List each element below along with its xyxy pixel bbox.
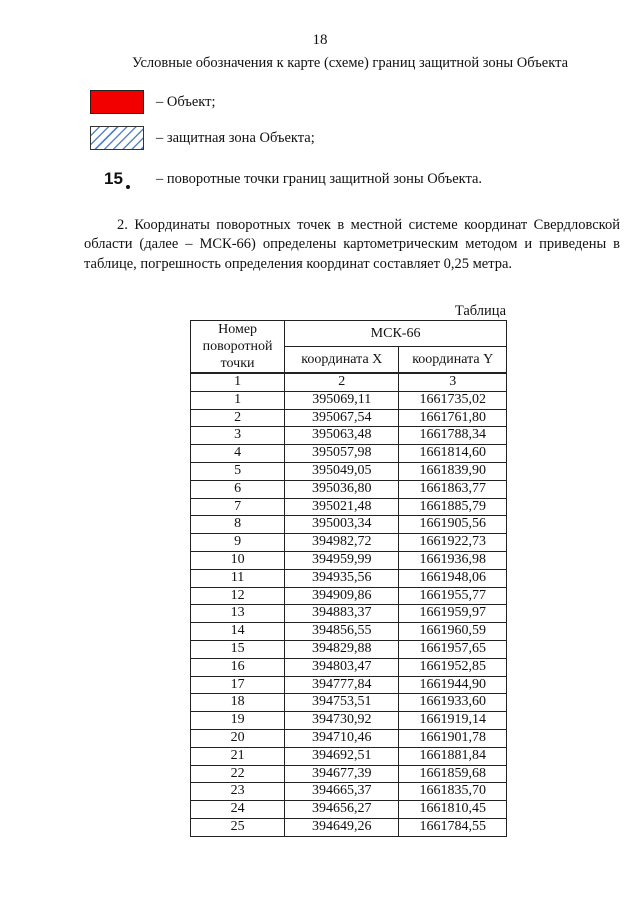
table-row	[191, 783, 507, 801]
x-coordinate-cell: 395003,34	[285, 516, 399, 534]
point-number-cell: 7	[191, 498, 285, 516]
y-coordinate-cell: 1661944,90	[399, 676, 507, 694]
legend-item-points	[90, 166, 482, 192]
y-coordinate-cell: 1661881,84	[399, 747, 507, 765]
turning-point-symbol	[90, 169, 144, 189]
x-coordinate-cell: 395049,05	[285, 462, 399, 480]
header-point-number: Номер поворотной точки	[191, 321, 285, 374]
point-number-cell: 6	[191, 480, 285, 498]
x-coordinate-cell: 394656,27	[285, 801, 399, 819]
table-row	[191, 747, 507, 765]
column-index-row	[191, 373, 507, 391]
point-number-cell: 17	[191, 676, 285, 694]
table-row	[191, 534, 507, 552]
table-row	[191, 676, 507, 694]
y-coordinate-cell: 1661788,34	[399, 427, 507, 445]
x-coordinate-cell: 395067,54	[285, 409, 399, 427]
coordinates-table	[190, 320, 507, 837]
point-number-cell: 1	[191, 391, 285, 409]
point-number-cell: 20	[191, 729, 285, 747]
y-coordinate-cell: 1661919,14	[399, 712, 507, 730]
x-coordinate-cell: 394665,37	[285, 783, 399, 801]
table-row	[191, 605, 507, 623]
x-coordinate-cell: 394677,39	[285, 765, 399, 783]
y-coordinate-cell: 1661810,45	[399, 801, 507, 819]
table-row	[191, 818, 507, 836]
x-coordinate-cell: 394803,47	[285, 658, 399, 676]
table-row	[191, 480, 507, 498]
point-number-cell: 10	[191, 551, 285, 569]
y-coordinate-cell: 1661761,80	[399, 409, 507, 427]
table-row	[191, 623, 507, 641]
y-coordinate-cell: 1661901,78	[399, 729, 507, 747]
page-number: 18	[312, 32, 328, 48]
column-index-cell: 2	[285, 373, 399, 391]
table-header-row	[191, 321, 507, 347]
header-x: координата X	[285, 346, 399, 373]
x-coordinate-cell: 394935,56	[285, 569, 399, 587]
x-coordinate-cell: 395036,80	[285, 480, 399, 498]
y-coordinate-cell: 1661839,90	[399, 462, 507, 480]
table-row	[191, 516, 507, 534]
y-coordinate-cell: 1661814,60	[399, 445, 507, 463]
y-coordinate-cell: 1661835,70	[399, 783, 507, 801]
x-coordinate-cell: 394982,72	[285, 534, 399, 552]
point-number-cell: 18	[191, 694, 285, 712]
turning-point-label: 15	[104, 169, 123, 188]
header-y: координата Y	[399, 346, 507, 373]
y-coordinate-cell: 1661960,59	[399, 623, 507, 641]
point-number-cell: 5	[191, 462, 285, 480]
x-coordinate-cell: 394753,51	[285, 694, 399, 712]
point-number-cell: 15	[191, 640, 285, 658]
point-number-cell: 2	[191, 409, 285, 427]
point-number-cell: 25	[191, 818, 285, 836]
x-coordinate-cell: 394829,88	[285, 640, 399, 658]
x-coordinate-cell: 394883,37	[285, 605, 399, 623]
y-coordinate-cell: 1661922,73	[399, 534, 507, 552]
y-coordinate-cell: 1661933,60	[399, 694, 507, 712]
table-row	[191, 391, 507, 409]
point-number-cell: 8	[191, 516, 285, 534]
table-row	[191, 712, 507, 730]
table-caption: Таблица	[454, 303, 506, 319]
y-coordinate-cell: 1661948,06	[399, 569, 507, 587]
zone-hatch-swatch	[90, 126, 144, 150]
table-row	[191, 640, 507, 658]
point-number-cell: 16	[191, 658, 285, 676]
legend-text-points: – поворотные точки границ защитной зоны Объекта.	[156, 170, 483, 187]
x-coordinate-cell: 394777,84	[285, 676, 399, 694]
table-row	[191, 729, 507, 747]
y-coordinate-cell: 1661784,55	[399, 818, 507, 836]
y-coordinate-cell: 1661885,79	[399, 498, 507, 516]
y-coordinate-cell: 1661955,77	[399, 587, 507, 605]
x-coordinate-cell: 395057,98	[285, 445, 399, 463]
point-number-cell: 4	[191, 445, 285, 463]
x-coordinate-cell: 394959,99	[285, 551, 399, 569]
point-number-cell: 9	[191, 534, 285, 552]
legend-text-object: – Объект;	[156, 93, 216, 110]
table-row	[191, 587, 507, 605]
legend-text-zone: – защитная зона Объекта;	[156, 129, 315, 146]
point-number-cell: 13	[191, 605, 285, 623]
point-number-cell: 24	[191, 801, 285, 819]
point-number-cell: 12	[191, 587, 285, 605]
x-coordinate-cell: 394710,46	[285, 729, 399, 747]
x-coordinate-cell: 394909,86	[285, 587, 399, 605]
point-number-cell: 23	[191, 783, 285, 801]
x-coordinate-cell: 394692,51	[285, 747, 399, 765]
object-red-swatch	[90, 90, 144, 114]
legend-item-object	[90, 89, 216, 115]
x-coordinate-cell: 394649,26	[285, 818, 399, 836]
y-coordinate-cell: 1661735,02	[399, 391, 507, 409]
table-row	[191, 445, 507, 463]
x-coordinate-cell: 395021,48	[285, 498, 399, 516]
table-row	[191, 427, 507, 445]
y-coordinate-cell: 1661957,65	[399, 640, 507, 658]
y-coordinate-cell: 1661863,77	[399, 480, 507, 498]
table-row	[191, 498, 507, 516]
point-number-cell: 21	[191, 747, 285, 765]
table-row	[191, 409, 507, 427]
x-coordinate-cell: 394730,92	[285, 712, 399, 730]
legend-item-zone	[90, 125, 315, 151]
x-coordinate-cell: 395063,48	[285, 427, 399, 445]
point-number-cell: 22	[191, 765, 285, 783]
point-number-cell: 3	[191, 427, 285, 445]
y-coordinate-cell: 1661952,85	[399, 658, 507, 676]
table-row	[191, 462, 507, 480]
x-coordinate-cell: 395069,11	[285, 391, 399, 409]
y-coordinate-cell: 1661905,56	[399, 516, 507, 534]
y-coordinate-cell: 1661936,98	[399, 551, 507, 569]
point-number-cell: 19	[191, 712, 285, 730]
table-row	[191, 569, 507, 587]
table-row	[191, 765, 507, 783]
y-coordinate-cell: 1661859,68	[399, 765, 507, 783]
x-coordinate-cell: 394856,55	[285, 623, 399, 641]
column-index-cell: 3	[399, 373, 507, 391]
table-row	[191, 694, 507, 712]
legend-title: Условные обозначения к карте (схеме) границ защитной зоны Объекта	[131, 55, 569, 71]
point-number-cell: 11	[191, 569, 285, 587]
table-row	[191, 801, 507, 819]
table-row	[191, 551, 507, 569]
point-dot-icon	[126, 185, 130, 189]
point-number-cell: 14	[191, 623, 285, 641]
coordinates-paragraph: 2. Координаты поворотных точек в местной системе координат Свердловской области (далее – МСК-66) определены картометрическим методом и приведены в таблице, погрешность определения координат составляет 0,25 метра.	[84, 217, 620, 272]
header-coordinate-system: МСК-66	[285, 321, 507, 347]
table-row	[191, 658, 507, 676]
column-index-cell: 1	[191, 373, 285, 391]
y-coordinate-cell: 1661959,97	[399, 605, 507, 623]
